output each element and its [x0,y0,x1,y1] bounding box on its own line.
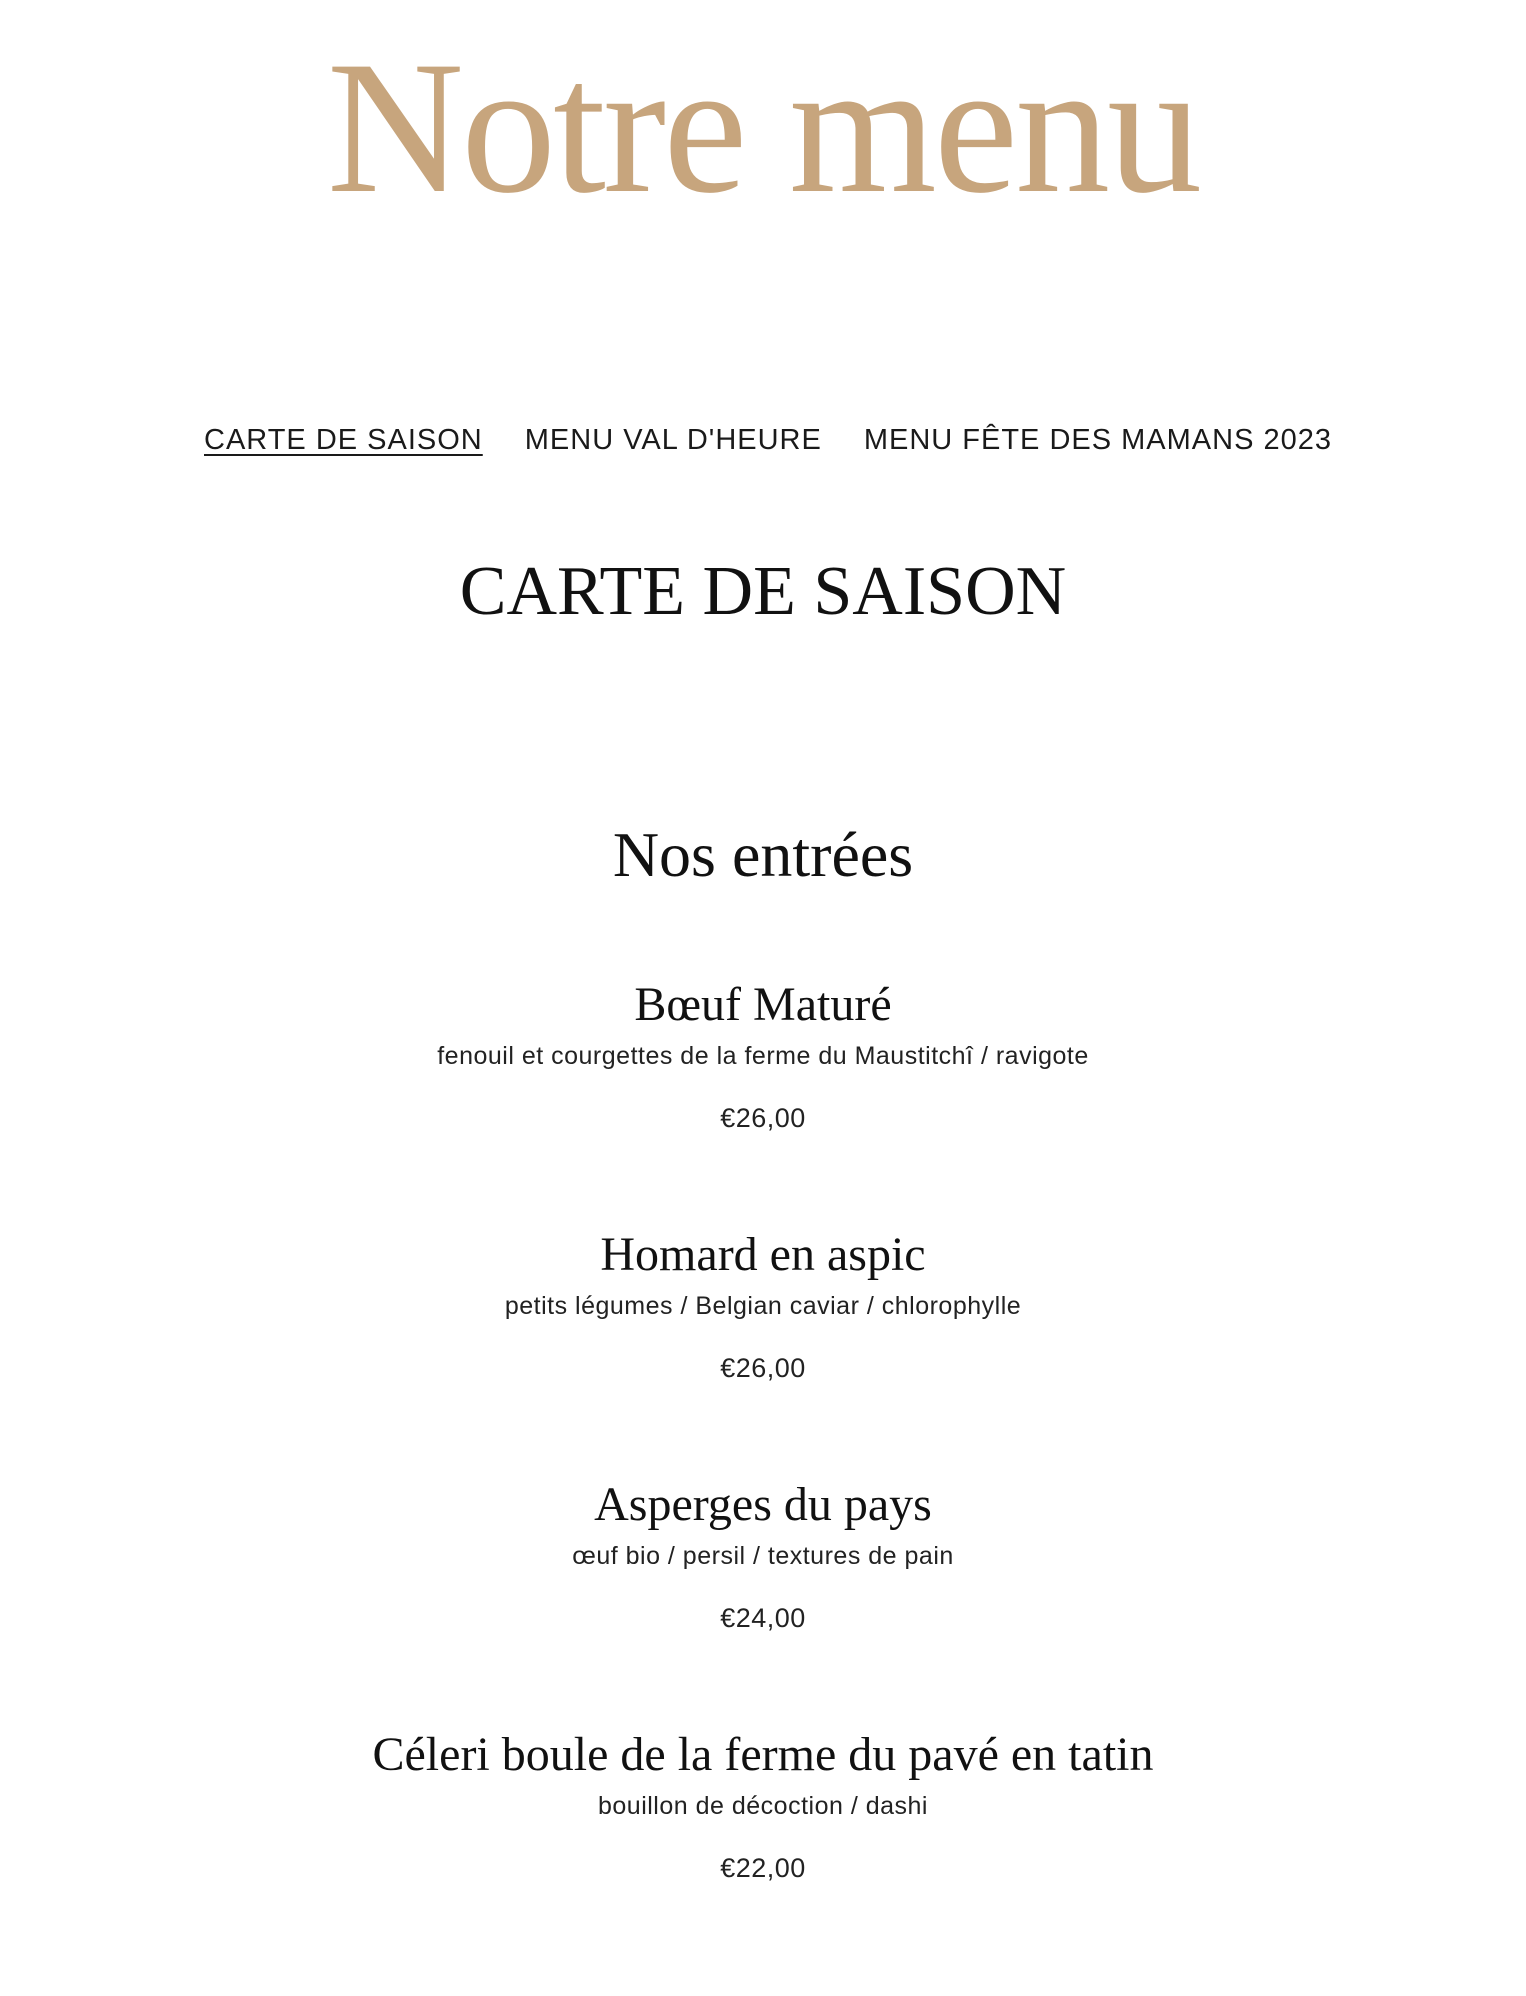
dish-description: bouillon de décoction / dashi [597,1792,928,1820]
menu-tabs [204,420,1332,460]
dish-item [0,1725,1526,1975]
dish-item [0,975,1526,1225]
tab-menu-fete-des-mamans[interactable]: MENU FÊTE DES MAMANS 2023 [863,424,1332,456]
tab-menu-val-dheure[interactable]: MENU VAL D'HEURE [524,424,822,456]
dish-list [0,975,1526,1975]
dish-description: fenouil et courgettes de la ferme du Maustitchî / ravigote [437,1042,1089,1070]
dish-price: €26,00 [720,1103,806,1133]
category-title: Nos entrées [612,819,914,890]
section-title: CARTE DE SAISON [459,553,1067,630]
tab-carte-de-saison[interactable]: CARTE DE SAISON [204,424,483,456]
dish-description: petits légumes / Belgian caviar / chlorophylle [504,1292,1022,1320]
dish-price: €22,00 [720,1853,806,1883]
dish-name: Céleri boule de la ferme du pavé en tatin [372,1728,1154,1781]
dish-name: Bœuf Maturé [634,978,892,1031]
dish-name: Asperges du pays [594,1478,932,1531]
page-title: Notre menu [326,23,1200,233]
dish-item [0,1225,1526,1475]
dish-item [0,1475,1526,1725]
dish-name: Homard en aspic [600,1228,926,1281]
dish-price: €24,00 [720,1603,806,1633]
dish-price: €26,00 [720,1353,806,1383]
dish-description: œuf bio / persil / textures de pain [572,1542,954,1570]
